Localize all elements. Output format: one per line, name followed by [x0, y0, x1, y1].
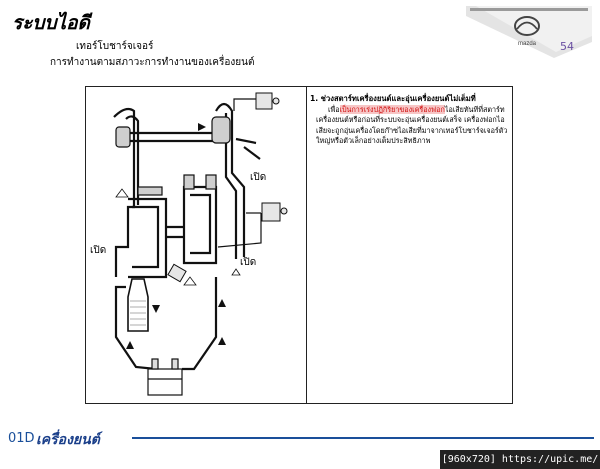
footer-rule [132, 437, 594, 439]
label-open-2: เปิด [90, 245, 107, 256]
footer-section: เครื่องยนต์ [36, 432, 100, 448]
footer-code: 01D [8, 431, 35, 446]
desc-highlight: เป็นการเร่งปฏิกิริยาของเครื่องฟอก [339, 105, 445, 114]
desc-before: เพื่อ [328, 105, 340, 114]
label-open-3: เปิด [240, 257, 257, 268]
step-description [316, 105, 510, 146]
step-title: 1. ช่วงสตาร์ทเครื่องยนต์และอุ่นเครื่องยนต์ไม่เต็มที่ [310, 94, 476, 103]
page-number: 54 [560, 40, 574, 53]
image-credit: [960x720] https://upic.me/ [440, 450, 600, 469]
subtitle: เทอร์โบชาร์จเจอร์ [76, 41, 154, 52]
frame-divider [306, 86, 307, 404]
turbocharger-flow-diagram [86, 87, 306, 403]
desc-after: ไอเสียทันทีที่สตาร์ทเครื่องยนต์หรือก่อนที่ระบบจะอุ่นเครื่องยนต์เสร็จ เครื่องฟอกไอเสียจะถูกอุ่นเครื่องโดยก๊าซไอเสียที่มาจากเทอร์โบชาร์จเจอร์ตัวใหญ่หรือตัวเล็กอย่างเต็มประสิทธิภาพ [316, 105, 508, 145]
page-title: ระบบไอดี [12, 12, 90, 34]
logo-text: mazda [517, 41, 537, 47]
subtitle-2: การทำงานตามสภาวะการทำงานของเครื่องยนต์ [50, 57, 255, 68]
label-open-1: เปิด [250, 172, 267, 183]
